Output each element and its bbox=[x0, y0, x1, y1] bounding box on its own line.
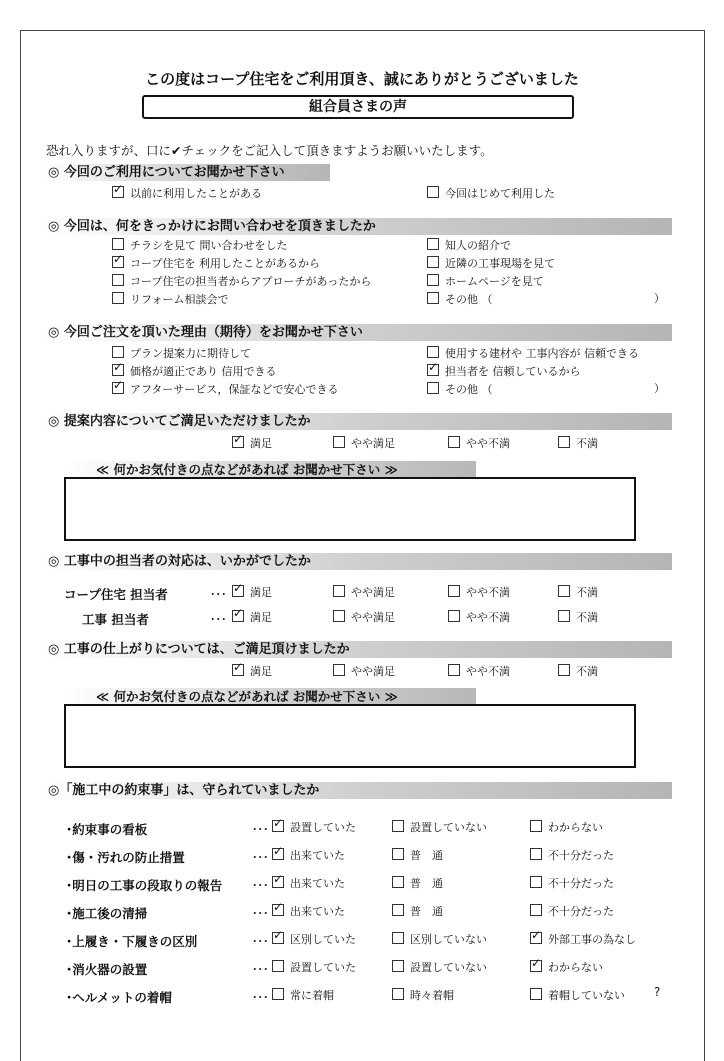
q7-row-7-option-2[interactable]: 時々着帽 bbox=[392, 988, 454, 1003]
q5-row-1-option-3[interactable]: やや不満 bbox=[448, 585, 510, 600]
checkbox-icon[interactable] bbox=[232, 664, 244, 676]
checkbox-icon[interactable] bbox=[530, 904, 542, 916]
q7-row-1-label: ･約束事の看板 bbox=[66, 822, 148, 837]
checkbox-icon[interactable] bbox=[112, 292, 124, 304]
checkbox-icon[interactable] bbox=[448, 664, 460, 676]
checkbox-icon[interactable] bbox=[427, 256, 439, 268]
q7-row-6-option-2[interactable]: 設置していない bbox=[392, 960, 487, 975]
checkbox-icon[interactable] bbox=[558, 610, 570, 622]
q2-left-1[interactable]: チラシを見て 問い合わせをした bbox=[112, 238, 288, 253]
q2-right-3[interactable]: ホームページを見て bbox=[427, 274, 544, 289]
checkbox-icon[interactable] bbox=[333, 610, 345, 622]
checkbox-icon[interactable] bbox=[427, 186, 439, 198]
q7-row-2-label: ･傷・汚れの防止措置 bbox=[66, 850, 185, 865]
q2-other-close: ） bbox=[654, 292, 665, 305]
q2-right-1[interactable]: 知人の紹介で bbox=[427, 238, 511, 253]
q5-row-2-label: 工事 担当者 bbox=[82, 612, 149, 627]
q7-row-6-dots: ･･･ bbox=[252, 963, 269, 976]
checkbox-icon[interactable] bbox=[112, 382, 124, 394]
checkbox-icon[interactable] bbox=[232, 436, 244, 448]
checkbox-icon[interactable] bbox=[232, 585, 244, 597]
checkbox-icon[interactable] bbox=[112, 186, 124, 198]
checkbox-icon[interactable] bbox=[427, 346, 439, 358]
checkbox-icon[interactable] bbox=[333, 585, 345, 597]
q7-row-3-label: ･明日の工事の段取りの報告 bbox=[66, 878, 223, 893]
checkbox-icon[interactable] bbox=[272, 960, 284, 972]
q5-row-2-option-4[interactable]: 不満 bbox=[558, 610, 598, 625]
q7-row-4-label: ･施工後の清掃 bbox=[66, 906, 148, 921]
checkbox-icon[interactable] bbox=[232, 610, 244, 622]
checkbox-icon[interactable] bbox=[558, 664, 570, 676]
q3-title: ◎ 今回ご注文を頂いた理由（期待）をお聞かせ下さい bbox=[48, 325, 363, 340]
checkbox-icon[interactable] bbox=[530, 932, 542, 944]
q5-row-1-option-2[interactable]: やや満足 bbox=[333, 585, 395, 600]
handwritten-question-mark: ? bbox=[654, 985, 661, 999]
q5-row-1-label: コープ住宅 担当者 bbox=[64, 587, 168, 602]
checkbox-icon[interactable] bbox=[392, 820, 404, 832]
q7-row-2-option-1[interactable]: ✓ 出来ていた bbox=[272, 848, 345, 863]
q7-row-4-option-2[interactable]: 普 通 bbox=[392, 904, 443, 919]
checkbox-icon[interactable] bbox=[392, 904, 404, 916]
checkbox-icon[interactable] bbox=[530, 820, 542, 832]
form-subtitle: 組合員さまの声 bbox=[142, 95, 574, 119]
q1-title: ◎ 今回のご利用についてお聞かせ下さい bbox=[48, 165, 285, 180]
checkbox-icon[interactable] bbox=[448, 436, 460, 448]
q7-row-1-option-3[interactable]: わからない bbox=[530, 820, 603, 835]
q6-option-2[interactable]: やや満足 bbox=[333, 664, 395, 679]
q7-row-7-label: ･ヘルメットの着帽 bbox=[66, 990, 172, 1005]
checkbox-icon[interactable] bbox=[558, 585, 570, 597]
q4-option-1[interactable]: ✓満足 bbox=[232, 436, 272, 451]
form-title: この度はコープ住宅をご利用頂き、誠にありがとうございました bbox=[145, 70, 579, 88]
checkbox-icon[interactable] bbox=[112, 274, 124, 286]
q7-row-2-option-2[interactable]: 普 通 bbox=[392, 848, 443, 863]
q6-comment-box[interactable] bbox=[64, 704, 636, 768]
checkbox-icon[interactable] bbox=[272, 932, 284, 944]
q6-title: ◎ 工事の仕上がりについては、ご満足頂けましたか bbox=[48, 642, 350, 657]
q4-option-3[interactable]: やや不満 bbox=[448, 436, 510, 451]
q1-option-1[interactable]: ✓以前に利用したことがある bbox=[112, 186, 262, 201]
q7-row-5-dots: ･･･ bbox=[252, 935, 269, 948]
checkbox-icon[interactable] bbox=[272, 904, 284, 916]
checkbox-icon[interactable] bbox=[272, 820, 284, 832]
checkbox-icon[interactable] bbox=[392, 932, 404, 944]
q2-left-4[interactable]: リフォーム相談会で bbox=[112, 292, 228, 307]
q4-comment-box[interactable] bbox=[64, 477, 636, 541]
q7-row-1-dots: ･･･ bbox=[252, 823, 269, 836]
intro-text: 恐れ入りますが、口に✔チェックをご記入して頂きますようお願いいたします。 bbox=[46, 143, 493, 158]
q3-right-2[interactable]: ✓担当者を 信頼しているから bbox=[427, 364, 581, 379]
checkbox-icon[interactable] bbox=[427, 292, 439, 304]
q7-row-6-option-1[interactable]: 設置していた bbox=[272, 960, 356, 975]
checkbox-icon[interactable] bbox=[112, 364, 124, 376]
q7-row-4-option-1[interactable]: ✓ 出来ていた bbox=[272, 904, 345, 919]
checkbox-icon[interactable] bbox=[530, 988, 542, 1000]
checkbox-icon[interactable] bbox=[333, 436, 345, 448]
q6-option-4[interactable]: 不満 bbox=[558, 664, 598, 679]
q7-row-5-option-2[interactable]: 区別していない bbox=[392, 932, 487, 947]
q5-row-2-option-1[interactable]: ✓ 満足 bbox=[232, 610, 272, 625]
checkbox-icon[interactable] bbox=[530, 876, 542, 888]
q5-row-2-option-2[interactable]: やや満足 bbox=[333, 610, 395, 625]
q4-option-4[interactable]: 不満 bbox=[558, 436, 598, 451]
checkbox-icon[interactable] bbox=[530, 848, 542, 860]
q5-row-1-option-4[interactable]: 不満 bbox=[558, 585, 598, 600]
q7-row-2-dots: ･･･ bbox=[252, 851, 269, 864]
checkbox-icon[interactable] bbox=[392, 848, 404, 860]
checkbox-icon[interactable] bbox=[427, 364, 439, 376]
q7-row-4-option-3[interactable]: 不十分だった bbox=[530, 904, 614, 919]
checkbox-icon[interactable] bbox=[112, 256, 124, 268]
checkbox-icon[interactable] bbox=[112, 346, 124, 358]
q7-row-3-dots: ･･･ bbox=[252, 879, 269, 892]
checkbox-icon[interactable] bbox=[272, 848, 284, 860]
q7-row-4-dots: ･･･ bbox=[252, 907, 269, 920]
q6-comment-prompt: ≪ 何かお気付きの点などがあれば お聞かせ下さい ≫ bbox=[66, 688, 476, 705]
q3-right-3[interactable]: その他 （ bbox=[427, 382, 493, 397]
checkbox-icon[interactable] bbox=[272, 988, 284, 1000]
q4-comment-prompt: ≪ 何かお気付きの点などがあれば お聞かせ下さい ≫ bbox=[66, 461, 476, 478]
q5-row-1-option-1[interactable]: ✓ 満足 bbox=[232, 585, 272, 600]
q5-title: ◎ 工事中の担当者の対応は、いかがでしたか bbox=[48, 554, 311, 569]
q4-title: ◎ 提案内容についてご満足いただけましたか bbox=[48, 414, 311, 429]
q7-row-7-dots: ･･･ bbox=[252, 991, 269, 1004]
checkbox-icon[interactable] bbox=[448, 610, 460, 622]
q7-row-5-option-3[interactable]: ✓ 外部工事の為なし bbox=[530, 932, 636, 947]
q6-option-3[interactable]: やや不満 bbox=[448, 664, 510, 679]
checkbox-icon[interactable] bbox=[427, 382, 439, 394]
q2-right-4[interactable]: その他 （ bbox=[427, 292, 493, 307]
q2-left-2[interactable]: ✓コープ住宅を 利用したことがあるから bbox=[112, 256, 320, 271]
checkbox-icon[interactable] bbox=[333, 664, 345, 676]
q1-option-2[interactable]: 今回はじめて利用した bbox=[427, 186, 555, 201]
q7-row-2-option-3[interactable]: 不十分だった bbox=[530, 848, 614, 863]
q2-right-2[interactable]: 近隣の工事現場を見て bbox=[427, 256, 555, 271]
checkbox-icon[interactable] bbox=[392, 988, 404, 1000]
checkbox-icon[interactable] bbox=[530, 960, 542, 972]
q7-row-3-option-2[interactable]: 普 通 bbox=[392, 876, 443, 891]
q3-left-1[interactable]: プラン提案力に期待して bbox=[112, 346, 251, 361]
q2-left-3[interactable]: コープ住宅の担当者からアプローチがあったから bbox=[112, 274, 371, 289]
q7-row-5-label: ･上履き・下履きの区別 bbox=[66, 934, 198, 949]
q7-row-3-option-1[interactable]: ✓ 出来ていた bbox=[272, 876, 345, 891]
q3-left-2[interactable]: ✓価格が適正であり 信用できる bbox=[112, 364, 277, 379]
checkbox-icon[interactable] bbox=[272, 876, 284, 888]
q7-row-7-option-3[interactable]: 着帽していない bbox=[530, 988, 625, 1003]
q3-right-1[interactable]: 使用する建材や 工事内容が 信頼できる bbox=[427, 346, 639, 361]
q7-row-7-option-1[interactable]: 常に着帽 bbox=[272, 988, 334, 1003]
checkbox-icon[interactable] bbox=[558, 436, 570, 448]
q7-row-6-label: ･消火器の設置 bbox=[66, 962, 148, 977]
checkbox-icon[interactable] bbox=[427, 274, 439, 286]
q3-other-close: ） bbox=[654, 382, 665, 395]
q2-title: ◎ 今回は、何をきっかけにお問い合わせを頂きましたか bbox=[48, 219, 376, 234]
q7-row-5-option-1[interactable]: ✓ 区別していた bbox=[272, 932, 356, 947]
q4-option-2[interactable]: やや満足 bbox=[333, 436, 395, 451]
q5-row-2-dots: ･･･ bbox=[210, 613, 227, 626]
q7-row-1-option-1[interactable]: ✓ 設置していた bbox=[272, 820, 356, 835]
q6-option-1[interactable]: ✓満足 bbox=[232, 664, 272, 679]
checkbox-icon[interactable] bbox=[427, 238, 439, 250]
q5-row-1-dots: ･･･ bbox=[210, 588, 227, 601]
q5-row-2-option-3[interactable]: やや不満 bbox=[448, 610, 510, 625]
checkbox-icon[interactable] bbox=[392, 960, 404, 972]
q7-row-1-option-2[interactable]: 設置していない bbox=[392, 820, 487, 835]
checkbox-icon[interactable] bbox=[392, 876, 404, 888]
q3-left-3[interactable]: ✓アフターサービス，保証などで安心できる bbox=[112, 382, 339, 397]
q7-title: ◎「施工中の約束事」は、守られていましたか bbox=[48, 783, 320, 798]
checkbox-icon[interactable] bbox=[112, 238, 124, 250]
checkbox-icon[interactable] bbox=[448, 585, 460, 597]
q7-row-6-option-3[interactable]: ✓ わからない bbox=[530, 960, 603, 975]
q7-row-3-option-3[interactable]: 不十分だった bbox=[530, 876, 614, 891]
